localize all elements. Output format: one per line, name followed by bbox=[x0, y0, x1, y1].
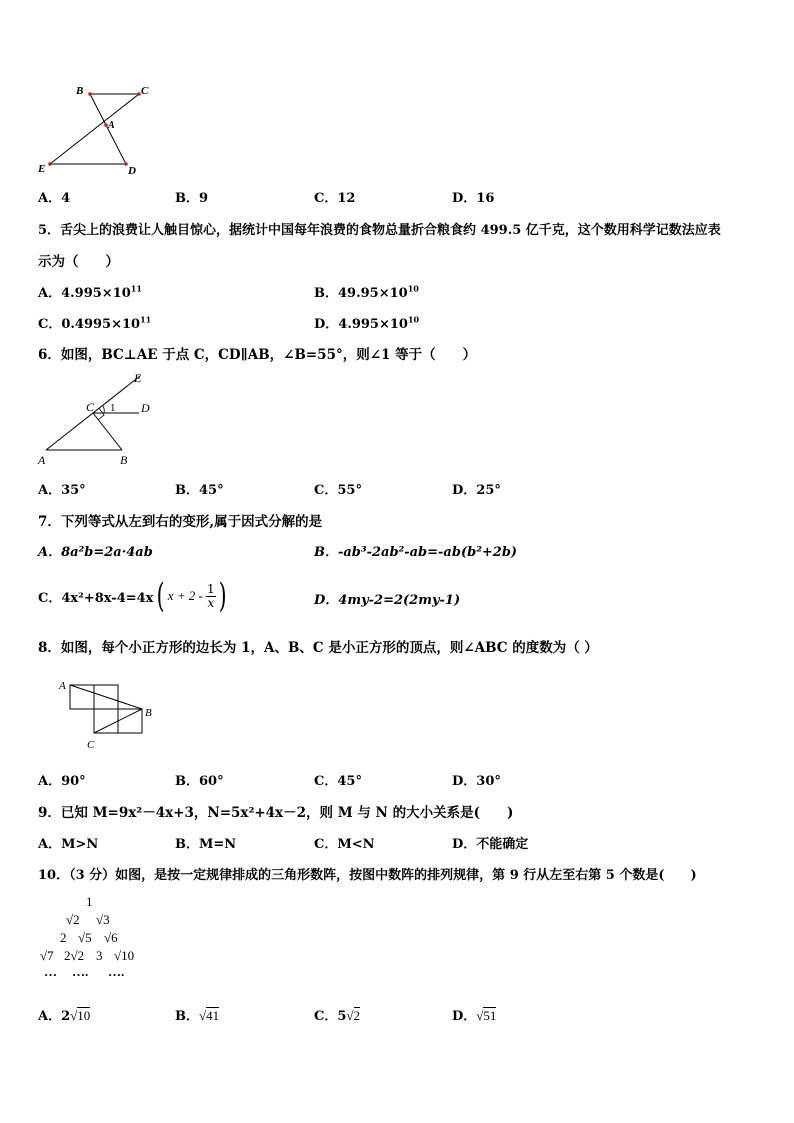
q7-option-b[interactable]: B．-ab³-2ab²-ab=-ab(b²+2b) bbox=[314, 545, 518, 560]
triangle-r3-c: √6 bbox=[104, 930, 118, 945]
q6-label-b: B bbox=[120, 453, 128, 467]
triangle-dots-3: …. bbox=[108, 964, 125, 979]
triangle-r1: 1 bbox=[86, 894, 93, 909]
triangle-dots-1: … bbox=[44, 964, 57, 979]
q8-stem: 8．如图，每个小正方形的边长为 1，A、B、C 是小正方形的顶点，则∠ABC 的度数为（ ） bbox=[38, 640, 598, 656]
triangle-dots-2: …. bbox=[72, 964, 89, 979]
q6-figure bbox=[36, 370, 166, 470]
q5-stem-line1: 5．舌尖上的浪费让人触目惊心，据统计中国每年浪费的食物总量折合粮食约 499.5 亿千克，这个数用科学记数法应表 bbox=[38, 223, 721, 238]
q10-option-c[interactable]: C．5√2 bbox=[314, 1008, 361, 1024]
q6-label-e: E bbox=[134, 371, 142, 385]
q7-option-a[interactable]: A．8a²b=2a·4ab bbox=[38, 545, 153, 560]
q10-option-a[interactable]: A．2√10 bbox=[38, 1008, 91, 1024]
triangle-r3-a: 2 bbox=[60, 930, 67, 945]
q4-label-e: E bbox=[38, 163, 46, 175]
q6-label-d: D bbox=[141, 401, 150, 415]
q4-label-a: A bbox=[108, 120, 115, 131]
q4-option-a[interactable]: A．4 bbox=[38, 191, 71, 206]
q8-figure bbox=[56, 678, 166, 752]
q6-label-1: 1 bbox=[110, 402, 116, 414]
q7-stem: 7．下列等式从左到右的变形,属于因式分解的是 bbox=[38, 514, 323, 530]
q6-option-b[interactable]: B．45° bbox=[175, 483, 224, 498]
q4-label-b: B bbox=[76, 85, 84, 97]
q6-option-c[interactable]: C．55° bbox=[314, 483, 362, 498]
q8-label-a: A bbox=[59, 680, 66, 692]
q6-option-a[interactable]: A．35° bbox=[38, 483, 86, 498]
q4-label-c: C bbox=[141, 85, 149, 97]
q8-label-c: C bbox=[87, 739, 95, 751]
q9-option-b[interactable]: B．M=N bbox=[175, 837, 237, 852]
q6-label-c: C bbox=[86, 400, 95, 414]
q4-option-c[interactable]: C．12 bbox=[314, 191, 356, 206]
q4-option-b[interactable]: B．9 bbox=[175, 191, 209, 206]
q8-option-a[interactable]: A．90° bbox=[38, 774, 86, 789]
q8-option-d[interactable]: D．30° bbox=[452, 774, 501, 789]
q5-stem-line2: 示为（ ） bbox=[38, 254, 119, 270]
q8-label-b: B bbox=[145, 707, 152, 719]
q10-option-d[interactable]: D．√51 bbox=[452, 1008, 497, 1024]
q8-option-b[interactable]: B．60° bbox=[175, 774, 224, 789]
q10-number-triangle bbox=[36, 892, 156, 984]
q6-stem: 6．如图，BC⊥AE 于点 C，CD∥AB，∠B=55°，则∠1 等于（ ） bbox=[38, 347, 477, 363]
triangle-r3-b: √5 bbox=[78, 930, 92, 945]
q9-option-a[interactable]: A．M>N bbox=[38, 837, 99, 852]
triangle-r4-a: √7 bbox=[40, 948, 54, 963]
q8-option-c[interactable]: C．45° bbox=[314, 774, 362, 789]
triangle-r2-b: √3 bbox=[96, 912, 110, 927]
q5-option-c[interactable]: C．$0.4995\times 10^{11}$ bbox=[38, 314, 152, 332]
q10-option-b[interactable]: B．√41 bbox=[175, 1008, 220, 1024]
triangle-r4-b: 2√2 bbox=[64, 948, 85, 963]
q10-stem: 10．（3 分）如图，是按一定规律排成的三角形数阵，按图中数阵的排列规律，第 9 行从左至右第 5 个数是( ) bbox=[38, 868, 697, 883]
q6-label-a: A bbox=[38, 453, 46, 467]
q6-option-d[interactable]: D．25° bbox=[452, 483, 501, 498]
q7-option-d[interactable]: D．4my-2=2(2my-1) bbox=[314, 593, 461, 608]
triangle-r2-a: √2 bbox=[66, 912, 80, 927]
q4-label-d: D bbox=[128, 165, 136, 177]
q5-option-a[interactable]: A．$4.995\times 10^{11}$ bbox=[38, 283, 142, 301]
q7-option-c[interactable]: C．4x²+8x-4=4x ( x + 2 - 1 x ) bbox=[38, 576, 227, 616]
q4-figure bbox=[36, 82, 156, 177]
q9-option-c[interactable]: C．M<N bbox=[314, 837, 375, 852]
q9-stem: 9．已知 M=9x²－4x+3，N=5x²+4x－2，则 M 与 N 的大小关系是( ) bbox=[38, 805, 514, 821]
q4-option-d[interactable]: D．16 bbox=[452, 191, 495, 206]
q5-option-d[interactable]: D．$4.995\times 10^{10}$ bbox=[314, 314, 420, 332]
q5-option-b[interactable]: B．$49.95\times 10^{10}$ bbox=[314, 283, 419, 301]
q9-option-d[interactable]: D．不能确定 bbox=[452, 837, 529, 852]
triangle-r4-c: 3 bbox=[96, 948, 103, 963]
triangle-r4-d: √10 bbox=[114, 948, 135, 963]
